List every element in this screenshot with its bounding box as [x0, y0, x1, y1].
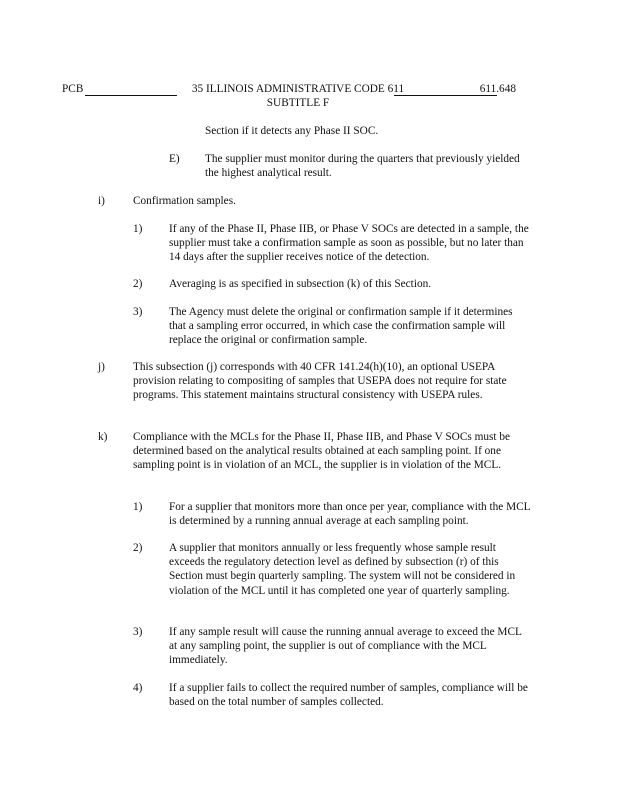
subsection-i-2-label: 2) — [133, 278, 143, 290]
subsection-k-2-text: A supplier that monitors annually or less frequently whose sample result exceeds the regulatory detection level as defined by subsection (r) of this Section must begin quarterly sampling. The system will not be considered in violation of the MCL until it has completed one year of quarterly sampling. — [169, 542, 516, 597]
subsection-k-text: Compliance with the MCLs for the Phase II, Phase IIB, and Phase V SOCs must be determined based on the analytical results obtained at each sampling point. If one sampling point is in violation of an MCL, the supplier is in violation of the MCL. — [133, 431, 511, 472]
subsection-i-3-label: 3) — [133, 306, 143, 318]
subsection-k-2-label: 2) — [133, 542, 143, 554]
subsection-i-1-text: If any of the Phase II, Phase IIB, or Phase V SOCs are detected in a sample, the supplier must take a confirmation sample as soon as possible, but no later than 14 days after the supplier receives notice of the detection. — [169, 223, 529, 264]
subsection-e-text: The supplier must monitor during the quarters that previously yielded the highest analytical result. — [205, 153, 520, 180]
continuation-text: Section if it detects any Phase II SOC. — [205, 125, 379, 137]
subsection-i-heading: Confirmation samples. — [133, 195, 236, 207]
header-section-number: 611.648 — [479, 83, 516, 95]
subsection-i-1-label: 1) — [133, 223, 143, 235]
subsection-k-4-label: 4) — [133, 682, 143, 694]
header-title-line1: 35 ILLINOIS ADMINISTRATIVE CODE 611 — [191, 83, 405, 95]
subsection-k-4-text: If a supplier fails to collect the required number of samples, compliance will be based on the total number of samples collected. — [169, 682, 528, 709]
header-title — [162, 82, 434, 110]
subsection-j-text: This subsection (j) corresponds with 40 CFR 141.24(h)(10), an optional USEPA provision relating to compositing of samples that USEPA does not require for state programs. This statement maintains structural consistency with USEPA rules. — [133, 361, 507, 402]
subsection-e-label: E) — [169, 153, 180, 165]
header-agency: PCB — [62, 83, 84, 95]
subsection-k-3-label: 3) — [133, 626, 143, 638]
subsection-k-1-text: For a supplier that monitors more than once per year, compliance with the MCL is determined by a running annual average at each sampling point. — [169, 501, 531, 528]
subsection-i-2-text: Averaging is as specified in subsection (k) of this Section. — [169, 278, 432, 290]
page-header — [62, 82, 516, 110]
subsection-i-label: i) — [98, 195, 105, 207]
subsection-k-3-text: If any sample result will cause the running annual average to exceed the MCL at any sampling point, the supplier is out of compliance with the MCL immediately. — [169, 626, 522, 667]
subsection-i-3-text: The Agency must delete the original or confirmation sample if it determines that a sampling error occurred, in which case the confirmation sample will replace the original or confirmation sample. — [169, 306, 513, 347]
header-title-line2: SUBTITLE F — [266, 97, 330, 110]
subsection-k-1-label: 1) — [133, 501, 143, 513]
subsection-k-label: k) — [98, 431, 108, 443]
subsection-j-label: j) — [98, 361, 105, 373]
